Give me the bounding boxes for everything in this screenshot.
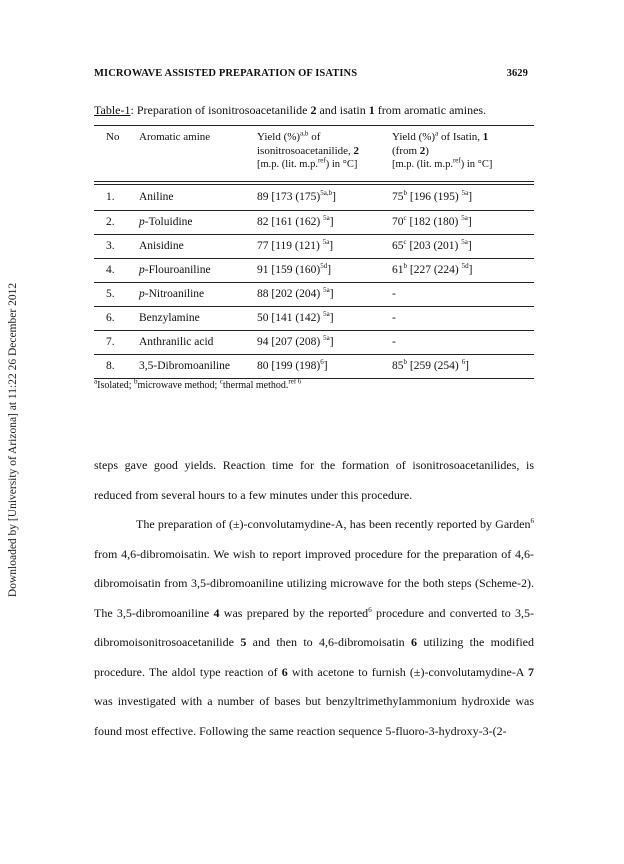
row-yield-isatin: 61$^b$ [227 (224) $^{5d}$]: [392, 262, 473, 276]
table-header-rule: [94, 181, 534, 182]
row-amine: p-Toluidine: [139, 216, 193, 228]
row-rule: [94, 306, 534, 307]
row-no: 5.: [106, 288, 115, 300]
paragraph-continuation: steps gave good yields. Reaction time for the formation of isonitrosoacetanilides, is reduced from several hours to a few minutes under this procedure.: [94, 458, 534, 502]
running-head-title: MICROWAVE ASSISTED PREPARATION OF ISATINS: [94, 68, 358, 79]
header-yield-isonitroso: Yield (%)$^{a,b}$ of isonitrosoacetanilide, 2 [m.p. (lit. m.p.$^{ref}$) in °C]: [257, 129, 360, 170]
body-text: [94, 451, 534, 746]
header-yield-isatin: Yield (%)$^a$ of Isatin, 1 (from 2) [m.p. (lit. m.p.$^{ref}$) in °C]: [392, 129, 493, 170]
row-rule: [94, 354, 534, 355]
row-no: 3.: [106, 240, 115, 252]
row-rule: [94, 210, 534, 211]
table-footnote: $^a$Isolated; $^b$microwave method; $^c$thermal method.$^{ref 6}$: [94, 377, 302, 391]
table-top-rule: [94, 125, 534, 126]
row-no: 6.: [106, 312, 115, 324]
table-header-rule-2: [94, 184, 534, 185]
row-yield-isonitroso: 94 [207 (208) $^{5a}$]: [257, 334, 334, 348]
table-caption-text: : Preparation of isonitrosoacetanilide 2 and isatin 1 from aromatic amines.: [130, 103, 487, 117]
row-rule: [94, 234, 534, 235]
table-ref: Table-1: [94, 103, 131, 117]
row-no: 8.: [106, 360, 115, 372]
row-no: 4.: [106, 264, 115, 276]
row-yield-isonitroso: 80 [199 $(198)^6$]: [257, 358, 328, 372]
row-yield-isatin: 70$^c$ [182 (180) $^{5a}$]: [392, 214, 472, 228]
row-yield-isatin: 65$^c$ [203 (201) $^{5a}$]: [392, 238, 472, 252]
running-head: [94, 68, 528, 79]
row-yield-isonitroso: 91 [159 $(160)^{5d}$]: [257, 262, 332, 276]
paragraph-convolutamydine: The preparation of (±)-convolutamydine-A, has been recently reported by Garden$^6$ from 4,6-dibromoisatin. We wish to report improved procedure for the preparation of 4,6-dibromoisatin from 3,5-dibromoaniline utilizing microwave for the both steps (Scheme-2). The 3,5-dibromoaniline 4 was prepared by the reported$^6$ procedure and converted to 3,5-dibromoisonitrosoacetanilide 5 and then to 4,6-dibromoisatin 6 utilizing the modified procedure. The aldol type reaction of 6 with acetone to furnish (±)-convolutamydine-A 7 was investigated with a number of bases but benzyltrimethylammonium hydroxide was found most effective. Following the same reaction sequence 5-fluoro-3-hydroxy-3-(2-: [94, 517, 535, 738]
row-yield-isatin: -: [392, 288, 396, 300]
table-caption: [94, 103, 486, 118]
download-note-text: Downloaded by [University of Arizona] at 11:22 26 December 2012: [7, 282, 19, 598]
header-amine: Aromatic amine: [139, 131, 211, 143]
row-amine: p-Nitroaniline: [139, 288, 205, 300]
row-yield-isonitroso: 82 [161 (162) $^{5a}$]: [257, 214, 334, 228]
row-yield-isonitroso: 88 [202 (204) $^{5a}$]: [257, 286, 334, 300]
row-amine: Aniline: [139, 191, 174, 203]
row-yield-isonitroso: 89 [173 $(175)^{5a,b}$]: [257, 189, 336, 203]
row-amine: 3,5-Dibromoaniline: [139, 360, 231, 372]
row-yield-isatin: -: [392, 336, 396, 348]
row-yield-isatin: 75$^b$ [196 (195) $^{5a}$]: [392, 189, 473, 203]
row-amine: Anthranilic acid: [139, 336, 214, 348]
page-number: 3629: [506, 68, 528, 79]
row-no: 2.: [106, 216, 115, 228]
row-rule: [94, 282, 534, 283]
row-no: 1.: [106, 191, 115, 203]
row-yield-isatin: -: [392, 312, 396, 324]
download-watermark: [6, 250, 20, 630]
row-rule: [94, 330, 534, 331]
row-amine: p-Flouroaniline: [139, 264, 211, 276]
row-yield-isonitroso: 77 [119 (121) $^{5a}$]: [257, 238, 334, 252]
row-no: 7.: [106, 336, 115, 348]
header-no: No: [106, 131, 120, 143]
row-yield-isonitroso: 50 [141 (142) $^{5a}$]: [257, 310, 334, 324]
row-amine: Anisidine: [139, 240, 184, 252]
row-yield-isatin: 85$^b$ [259 (254) $^6$]: [392, 358, 469, 372]
row-rule: [94, 258, 534, 259]
table-bottom-rule: [94, 378, 534, 379]
row-amine: Benzylamine: [139, 312, 200, 324]
